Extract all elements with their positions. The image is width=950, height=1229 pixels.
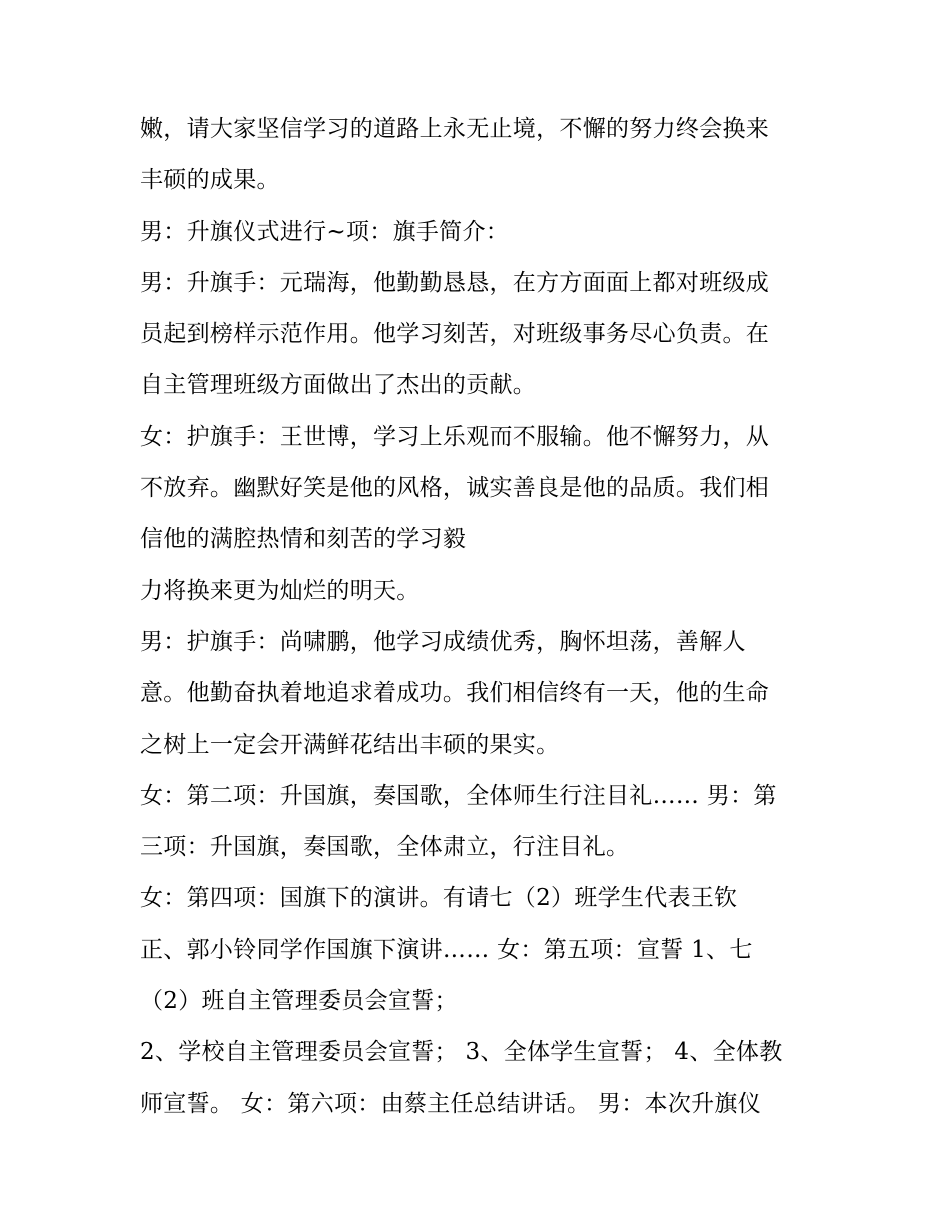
text-line: 男：升旗手：元瑞海，他勤勤恳恳，在方方面面上都对班级成 — [140, 269, 770, 296]
text-line: 员起到榜样示范作用。他学习刻苦，对班级事务尽心负责。在 — [140, 321, 770, 348]
text-line: 女：护旗手：王世博，学习上乐观而不服输。他不懈努力，从 — [140, 423, 770, 450]
text-line: 女：第四项：国旗下的演讲。有请七（2）班学生代表王钦 — [140, 885, 738, 912]
text-line: 力将换来更为灿烂的明天。 — [140, 577, 420, 604]
text-line: 之树上一定会开满鲜花结出丰硕的果实。 — [140, 731, 560, 758]
text-line: 2、学校自主管理委员会宣誓； 3、全体学生宣誓； 4、全体教 — [140, 1039, 783, 1066]
text-line: 不放弃。幽默好笑是他的风格，诚实善良是他的品质。我们相 — [140, 475, 770, 502]
text-line: （2）班自主管理委员会宣誓； — [140, 988, 458, 1015]
text-line: 师宣誓。 女：第六项：由蔡主任总结讲话。 男：本次升旗仪 — [140, 1090, 762, 1117]
text-line: 嫩，请大家坚信学习的道路上永无止境，不懈的努力终会换来 — [140, 116, 770, 142]
text-line: 意。他勤奋执着地追求着成功。我们相信终有一天，他的生命 — [140, 680, 770, 707]
text-line: 丰硕的成果。 — [140, 167, 280, 194]
text-line: 男：升旗仪式进行~项：旗手简介： — [140, 218, 510, 245]
body-text — [140, 104, 830, 1130]
text-line: 自主管理班级方面做出了杰出的贡献。 — [140, 372, 537, 399]
text-line: 三项：升国旗，奏国歌，全体肃立，行注目礼。 — [140, 834, 630, 861]
text-line: 信他的满腔热情和刻苦的学习毅 — [140, 526, 467, 553]
text-line: 正、郭小铃同学作国旗下演讲…… 女：第五项：宣誓 1、七 — [140, 936, 753, 963]
text-line: 男：护旗手：尚啸鹏，他学习成绩优秀，胸怀坦荡，善解人 — [140, 628, 746, 655]
text-line: 女：第二项：升国旗，奏国歌，全体师生行注目礼…… 男：第 — [140, 782, 777, 809]
